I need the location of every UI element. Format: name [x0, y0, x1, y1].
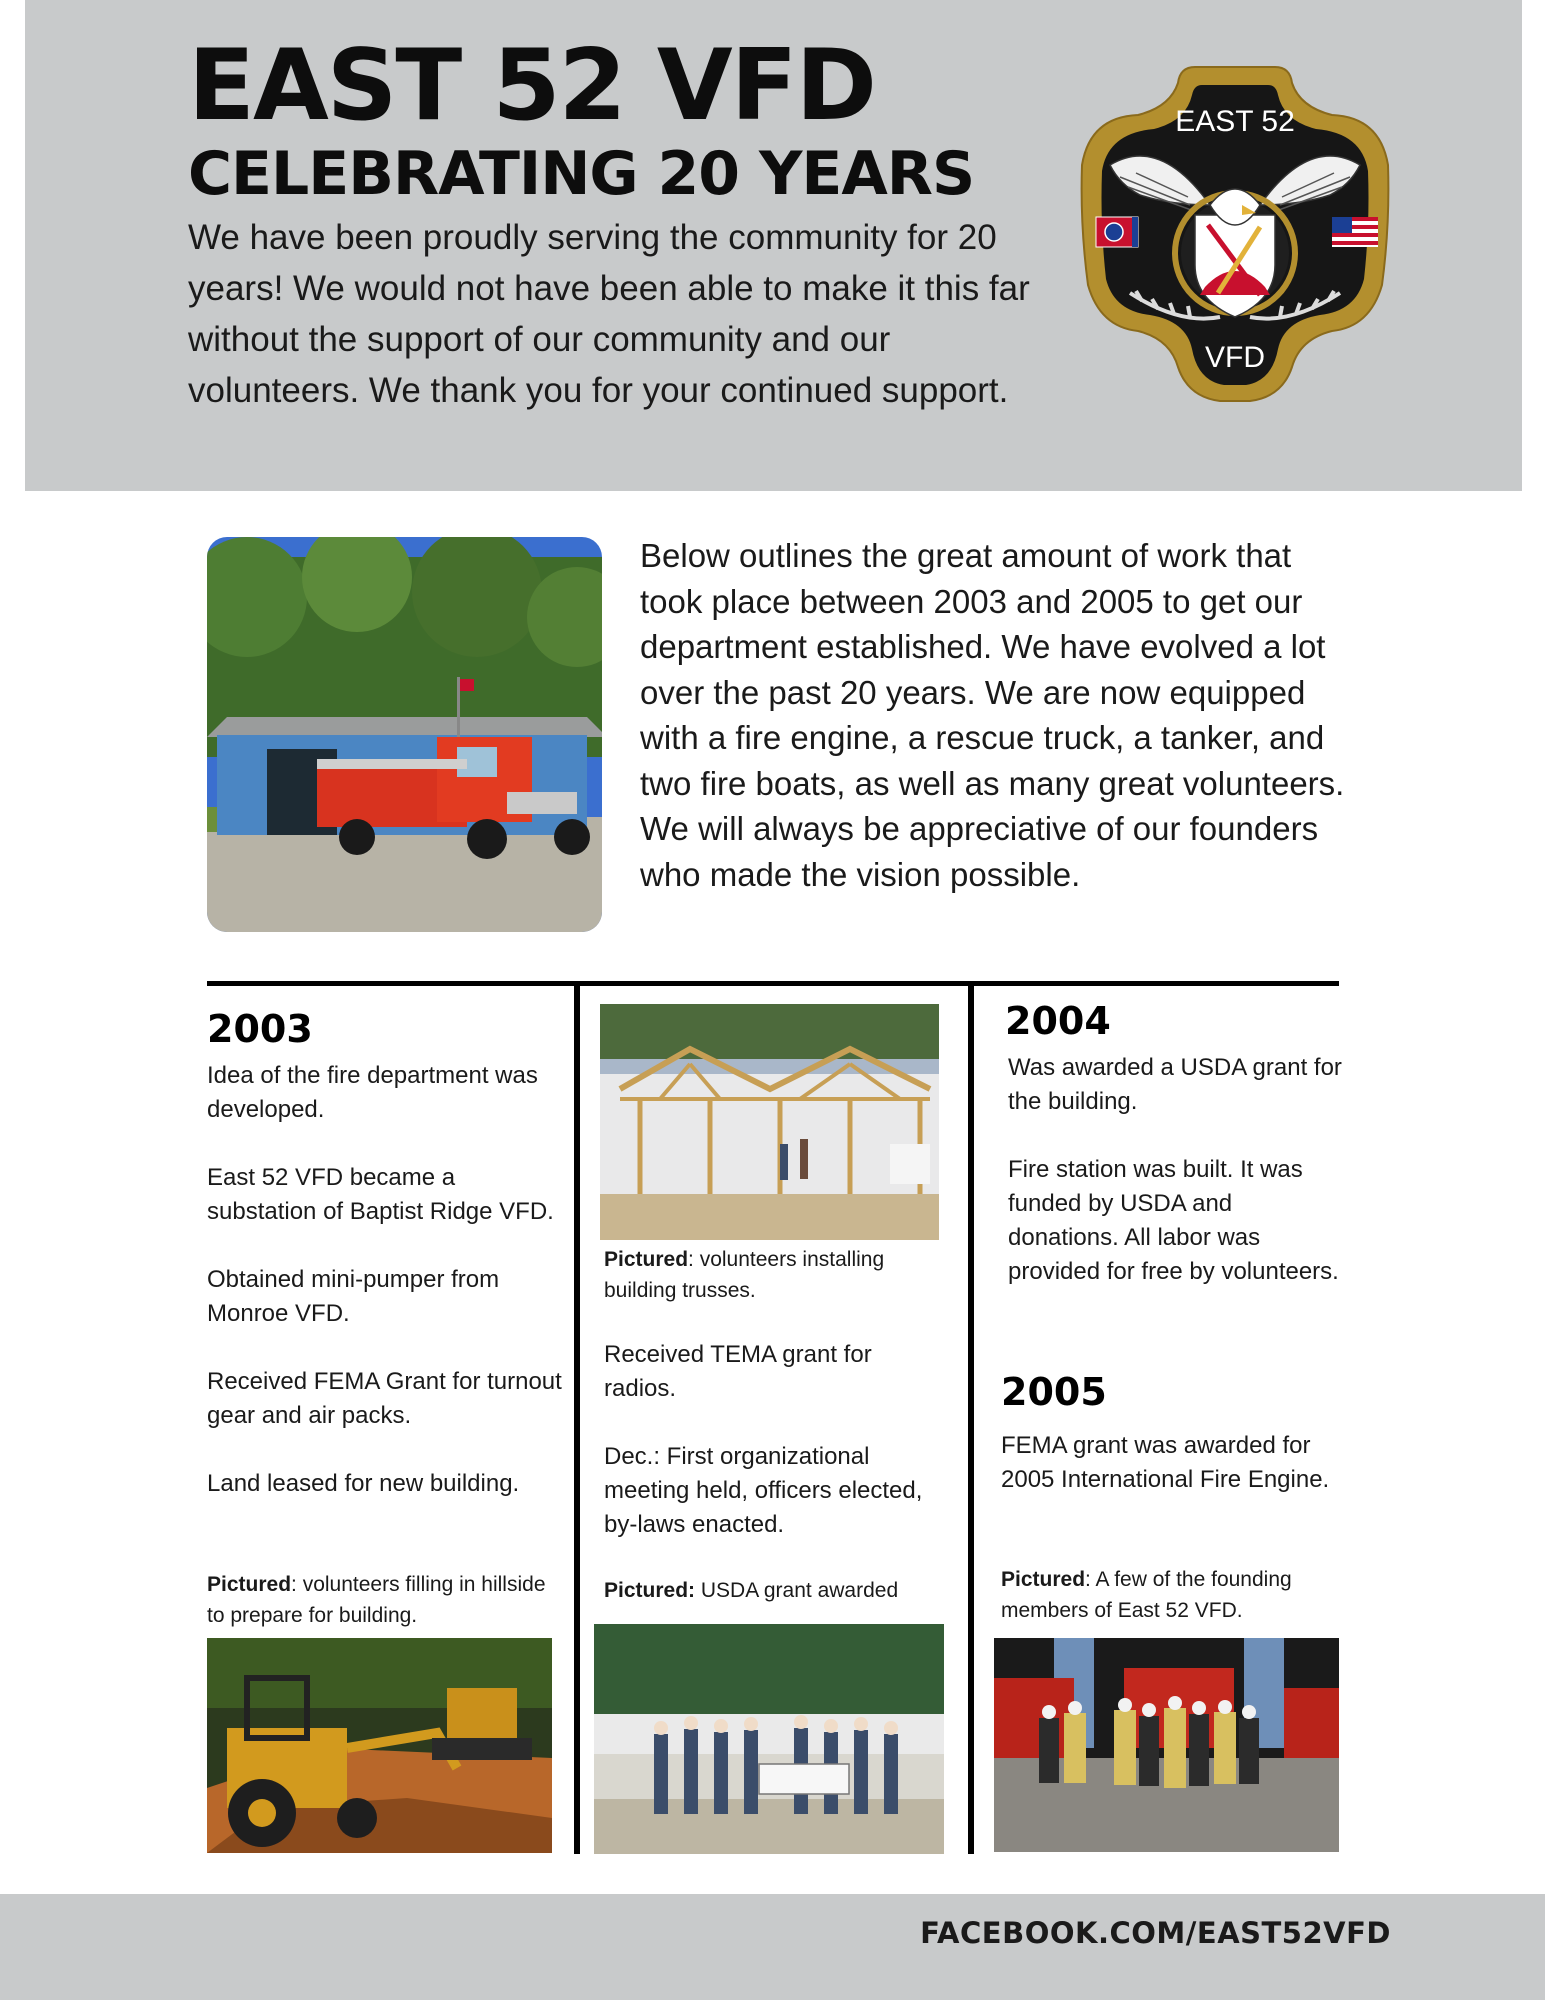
caption-label: Pictured — [1001, 1568, 1086, 1591]
bulldozer-photo — [207, 1638, 552, 1853]
caption-2003 — [207, 1569, 562, 1631]
caption-text: USDA grant awarded — [695, 1579, 899, 1602]
badge-top-text: EAST 52 — [1175, 105, 1295, 138]
timeline-item: Obtained mini-pumper from Monroe VFD. — [207, 1266, 500, 1327]
department-badge-logo — [1070, 55, 1400, 405]
timeline-item: Dec.: First organizational meeting held, officers elected, by-laws enacted. — [604, 1443, 923, 1538]
column-divider-left — [574, 983, 580, 1854]
facebook-link[interactable]: FACEBOOK.COM/EAST52VFD — [920, 1916, 1391, 1950]
caption-text: : A few of the founding members of East 52 VFD. — [1001, 1568, 1292, 1622]
caption-text: : volunteers installing building trusses. — [604, 1248, 885, 1302]
badge-bottom-text: VFD — [1205, 341, 1265, 374]
caption-label: Pictured — [604, 1248, 689, 1271]
middle-list — [604, 1338, 939, 1542]
year-2005-heading: 2005 — [1001, 1370, 1107, 1414]
timeline-item: Received FEMA Grant for turnout gear and air packs. — [207, 1368, 562, 1429]
caption-2005 — [1001, 1564, 1341, 1626]
timeline-item: Fire station was built. It was funded by USDA and donations. All labor was provided for free by volunteers. — [1008, 1156, 1339, 1285]
us-flag-icon — [1332, 217, 1378, 247]
caption-label: Pictured — [207, 1573, 292, 1596]
page-subtitle: CELEBRATING 20 YEARS — [188, 139, 975, 209]
timeline-item: Received TEMA grant for radios. — [604, 1341, 872, 1402]
caption-label: Pictured: — [604, 1579, 696, 1602]
timeline-divider-top — [207, 981, 1339, 986]
timeline-item: FEMA grant was awarded for 2005 International Fire Engine. — [1001, 1432, 1330, 1493]
timeline-item: Land leased for new building. — [207, 1470, 520, 1497]
year-2005-list — [1001, 1429, 1331, 1497]
timeline-item: East 52 VFD became a substation of Baptist Ridge VFD. — [207, 1164, 554, 1225]
usda-grant-photo — [594, 1624, 944, 1854]
tennessee-flag-icon — [1096, 217, 1138, 247]
page-title: EAST 52 VFD — [188, 29, 875, 143]
founding-members-photo — [994, 1638, 1339, 1852]
trusses-photo — [600, 1004, 939, 1240]
fire-station-photo — [207, 537, 602, 932]
caption-text: : volunteers filling in hillside to prepare for building. — [207, 1573, 546, 1627]
column-divider-right — [968, 983, 974, 1854]
year-2004-list — [1008, 1051, 1343, 1289]
intro-text: We have been proudly serving the community for 20 years! We would not have been able to make it this far without the support of our community and our volunteers. We thank you for your continued support. — [188, 218, 1030, 410]
timeline-item: Idea of the fire department was developed. — [207, 1062, 538, 1123]
caption-usda — [604, 1575, 939, 1606]
overview-text: Below outlines the great amount of work that took place between 2003 and 2005 to get our department established. We have evolved a lot over the past 20 years. We are now equipped with a fire engine, a rescue truck, a tanker, and two fire boats, as well as many great volunteers. We will always be appreciative of our founders who made the vision possible. — [640, 537, 1345, 893]
timeline-item: Was awarded a USDA grant for the building. — [1008, 1054, 1342, 1115]
caption-trusses — [604, 1244, 939, 1306]
year-2003-heading: 2003 — [207, 1007, 313, 1051]
year-2003-list — [207, 1059, 567, 1501]
year-2004-heading: 2004 — [1005, 999, 1111, 1043]
